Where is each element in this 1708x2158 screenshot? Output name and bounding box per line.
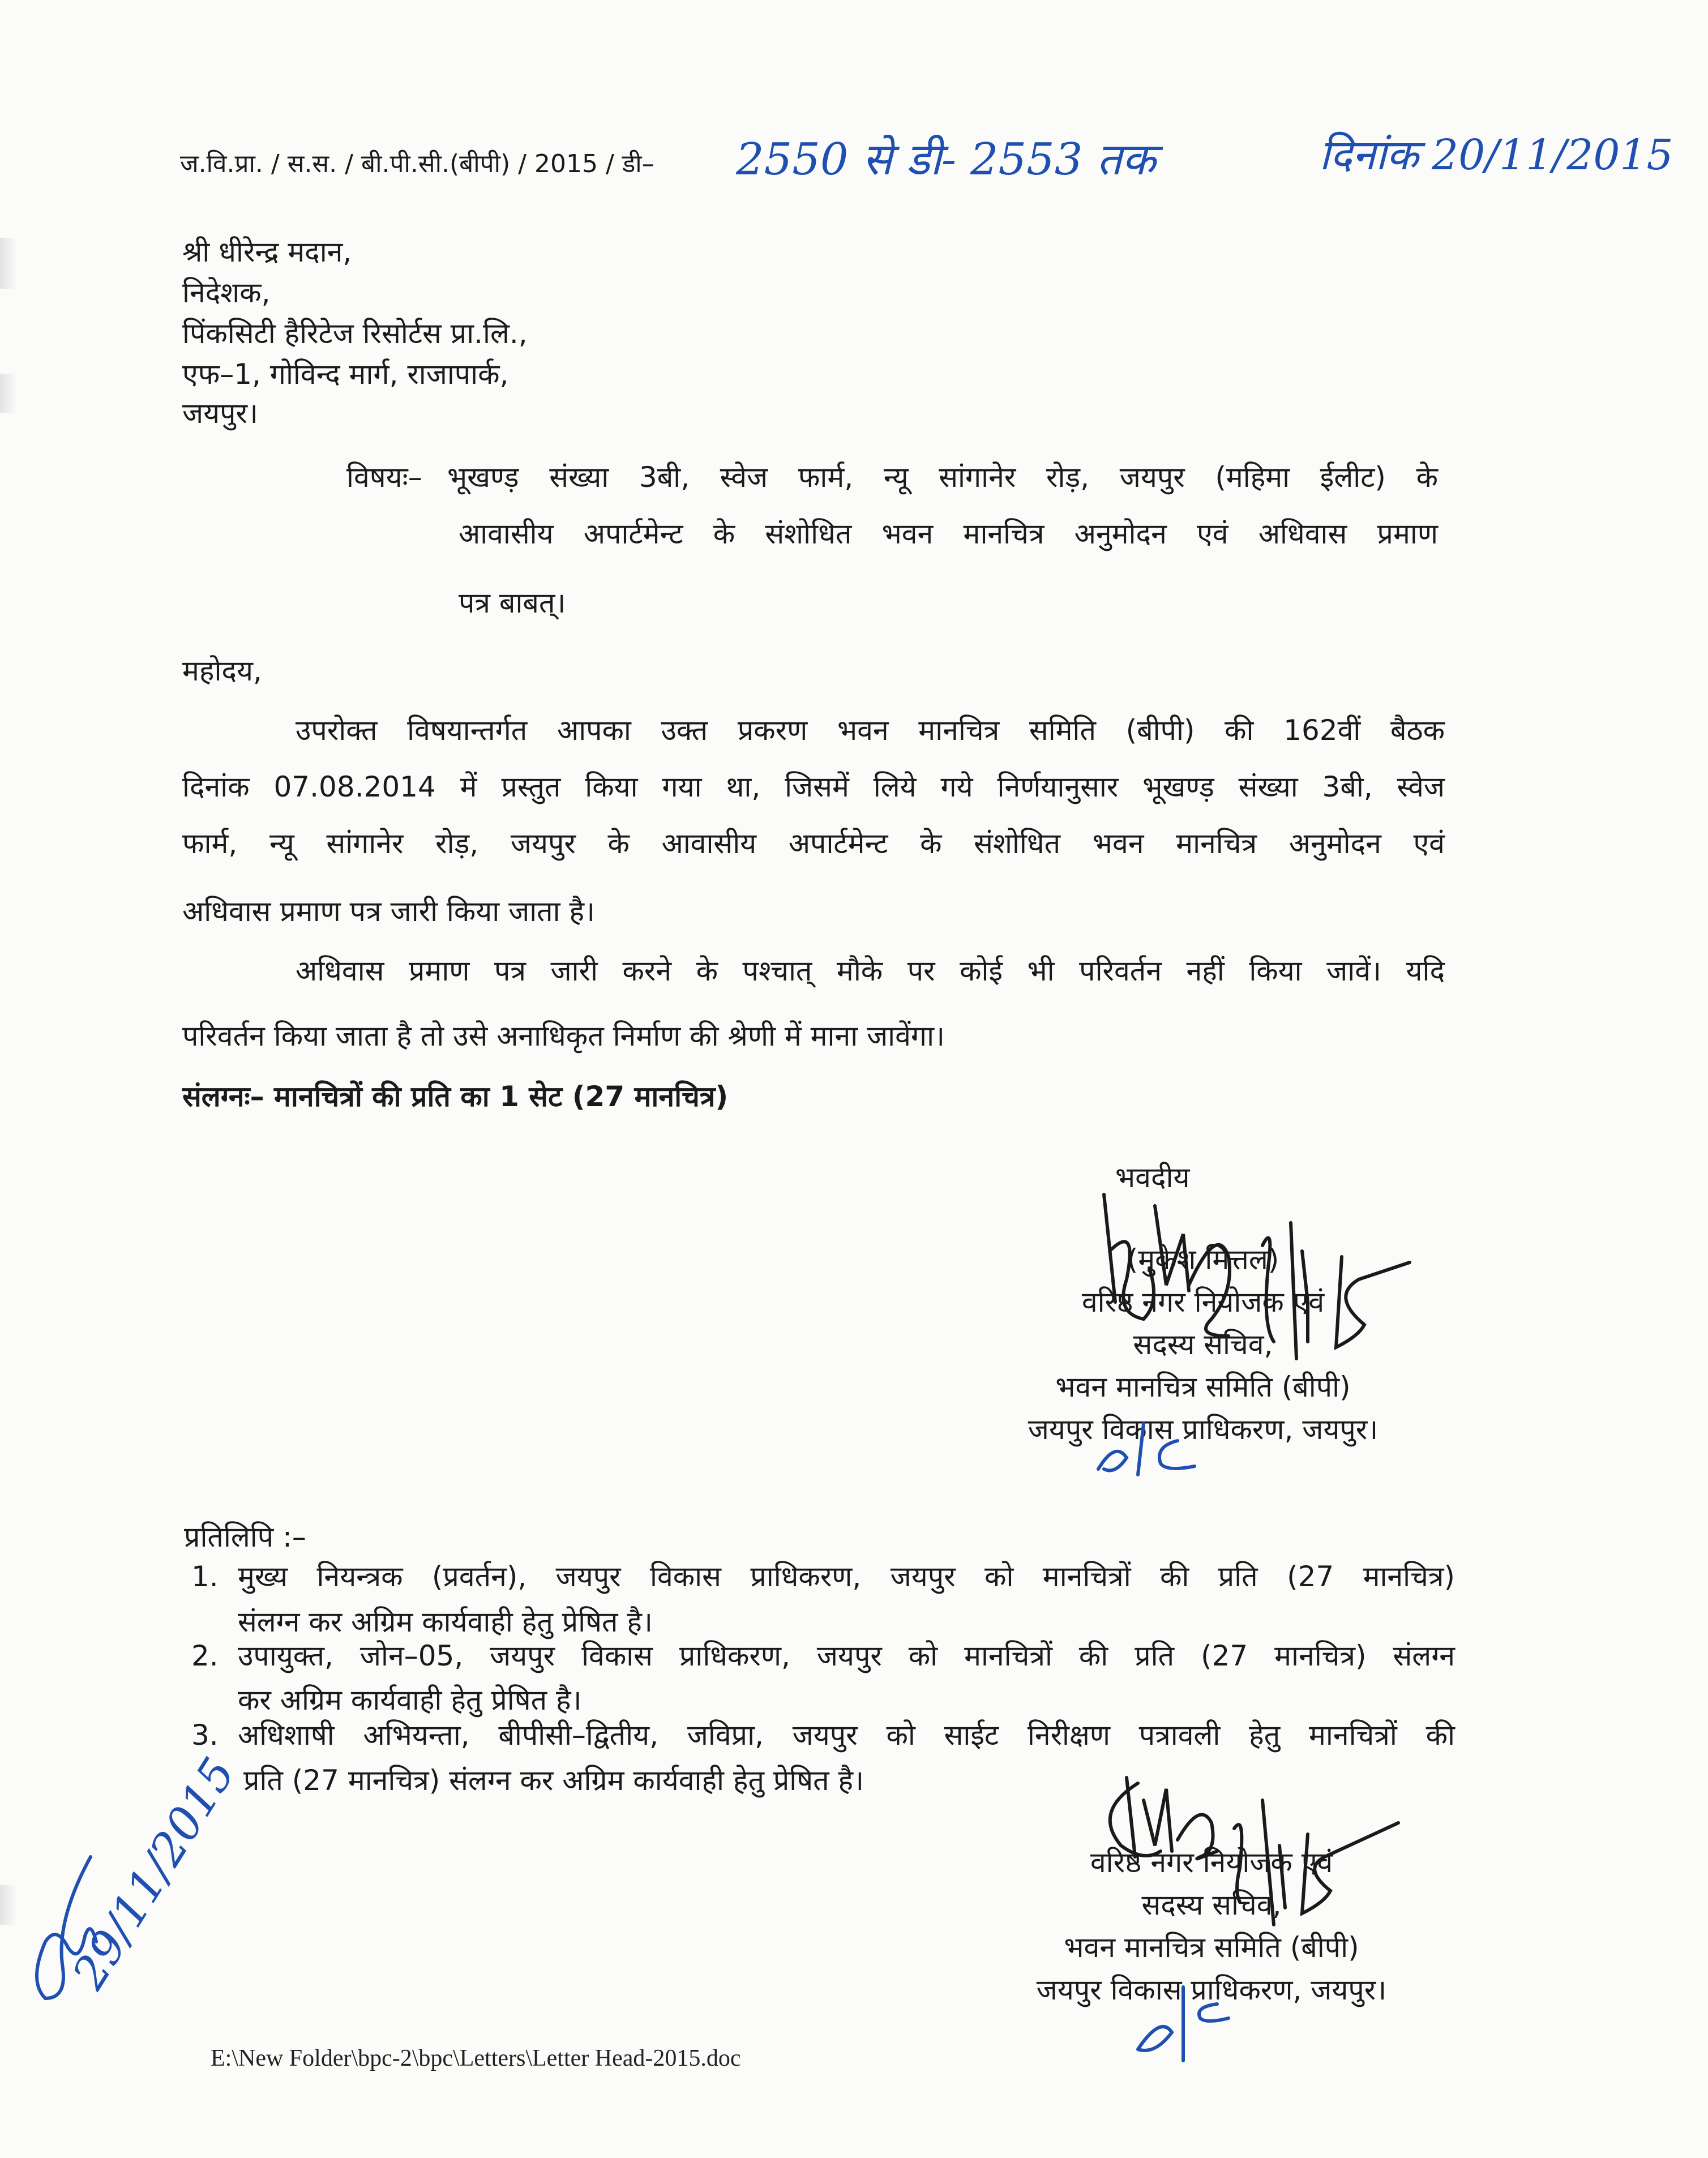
paper-crease — [0, 1885, 17, 1925]
footer-file-path: E:\New Folder\bpc-2\bpc\Letters\Letter Head-2015.doc — [211, 2045, 741, 2071]
reference-printed: ज.वि.प्रा. / स.स. / बी.पी.सी.(बीपी) / 2015 / डी– — [180, 149, 654, 178]
signatory-title-3: भवन मानचित्र समिति (बीपी) — [1055, 1371, 1351, 1403]
salutation: महोदय, — [182, 654, 262, 687]
signatory2-title-3: भवन मानचित्र समिति (बीपी) — [1064, 1931, 1359, 1964]
signatory2-title-1: वरिष्ठ नगर नियोजक एवं — [1090, 1846, 1333, 1879]
signatory2-title-4: जयपुर विकास प्राधिकरण, जयपुर। — [1036, 1973, 1387, 2006]
subject-label: विषयः– — [346, 461, 422, 494]
signature-1 — [1093, 1189, 1489, 1406]
copy-item-1-line1: मुख्य नियन्त्रक (प्रवर्तन), जयपुर विकास प्राधिकरण, जयपुर को मानचित्रों की प्रति (27 मानचित्र) — [238, 1560, 1455, 1593]
body-para2-line1: अधिवास प्रमाण पत्र जारी करने के पश्चात् मौके पर कोई भी परिवर्तन नहीं किया जावें। यदि — [296, 954, 1445, 987]
initials-1 — [1093, 1418, 1206, 1490]
reference-handwritten-date: दिनांक 20/11/2015 — [1319, 131, 1673, 179]
addressee-name: श्री धीरेन्द्र मदान, — [182, 236, 352, 268]
enclosure-note: संलग्नः– मानचित्रों की प्रति का 1 सेट (27 मानचित्र) — [182, 1080, 729, 1113]
initials-icon — [1127, 1981, 1240, 2066]
signatory2-title-2: सदस्य सचिव, — [1141, 1889, 1282, 1921]
copy-item-1-line2: संलग्न कर अग्रिम कार्यवाही हेतु प्रेषित है। — [238, 1605, 653, 1638]
signature-icon — [1104, 1778, 1500, 1959]
addressee-city: जयपुर। — [182, 397, 258, 430]
initials-2 — [1127, 1981, 1240, 2069]
initials-icon — [1093, 1418, 1206, 1480]
signatory-title-1: वरिष्ठ नगर नियोजक एवं — [1081, 1286, 1325, 1318]
copy-item-2-line2: कर अग्रिम कार्यवाही हेतु प्रेषित है। — [238, 1684, 582, 1716]
copy-item-3-line2: प्रति (27 मानचित्र) संलग्न कर अग्रिम कार्यवाही हेतु प्रेषित है। — [243, 1764, 864, 1797]
copy-item-3-number: 3. — [191, 1719, 219, 1752]
signatory-name: (मुकेश मित्तल) — [1127, 1243, 1279, 1276]
paper-crease — [0, 374, 17, 413]
receipt-date: 29/11/2015 — [62, 1748, 246, 1998]
body-para2-line2: परिवर्तन किया जाता है तो उसे अनाधिकृत निर्माण की श्रेणी में माना जावेंगा। — [182, 1020, 945, 1052]
subject-line-2: आवासीय अपार्टमेन्ट के संशोधित भवन मानचित्र अनुमोदन एवं अधिवास प्रमाण — [459, 517, 1438, 550]
copy-item-1-number: 1. — [191, 1560, 219, 1593]
addressee-company: पिंकसिटी हैरिटेज रिसोर्टस प्रा.लि., — [182, 317, 528, 350]
addressee-designation: निदेशक, — [182, 276, 271, 309]
signatory-title-4: जयपुर विकास प्राधिकरण, जयपुर। — [1028, 1413, 1379, 1446]
signature-icon — [1093, 1189, 1489, 1404]
body-para1-line3: फार्म, न्यू सांगानेर रोड़, जयपुर के आवासीय अपार्टमेन्ट के संशोधित भवन मानचित्र अनुमोदन एवं — [182, 827, 1445, 860]
addressee-address: एफ–1, गोविन्द मार्ग, राजापार्क, — [182, 358, 509, 391]
copy-item-2-line1: उपायुक्त, जोन–05, जयपुर विकास प्राधिकरण, जयपुर को मानचित्रों की प्रति (27 मानचित्र) संलग्न — [238, 1639, 1455, 1672]
copy-to-label: प्रतिलिपि :– — [184, 1521, 306, 1553]
body-para1-line2: दिनांक 07.08.2014 में प्रस्तुत किया गया था, जिसमें लिये गये निर्णयानुसार भूखण्ड़ संख्या 3बी, स्वेज — [182, 770, 1445, 803]
subject-line-1: भूखण्ड़ संख्या 3बी, स्वेज फार्म, न्यू सांगानेर रोड़, जयपुर (महिमा ईलीट) के — [447, 461, 1438, 494]
signatory-title-2: सदस्य सचिव, — [1133, 1328, 1273, 1361]
copy-item-3-line1: अधिशाषी अभियन्ता, बीपीसी–द्वितीय, जविप्रा, जयपुर को साईट निरीक्षण पत्रावली हेतु मानचित्रों की — [238, 1719, 1455, 1752]
body-para1-line1: उपरोक्त विषयान्तर्गत आपका उक्त प्रकरण भवन मानचित्र समिति (बीपी) की 162वीं बैठक — [296, 714, 1445, 747]
valediction: भवदीय — [1115, 1161, 1190, 1194]
signature-2 — [1104, 1778, 1500, 1961]
reference-handwritten-number: 2550 से डी- 2553 तक — [736, 134, 1156, 185]
subject-line-3: पत्र बाबत्। — [459, 586, 566, 619]
body-para1-line4: अधिवास प्रमाण पत्र जारी किया जाता है। — [182, 895, 596, 928]
paper-crease — [0, 238, 17, 289]
copy-item-2-number: 2. — [191, 1639, 219, 1672]
